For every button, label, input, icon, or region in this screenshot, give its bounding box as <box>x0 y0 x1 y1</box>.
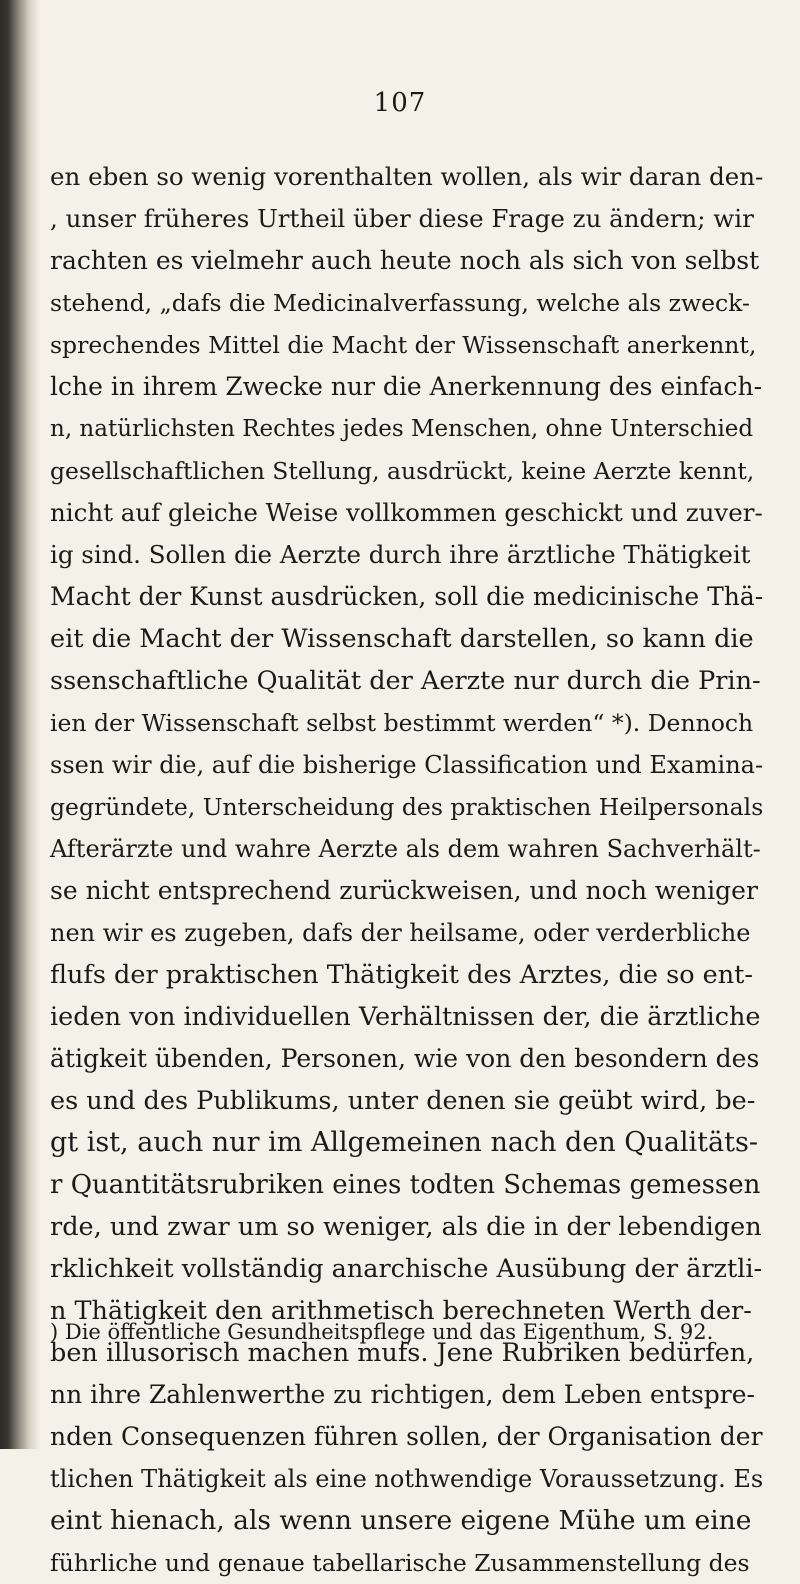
text-line: ien der Wissenschaft selbst bestimmt werden“ *). Dennoch <box>50 709 754 737</box>
text-line: nicht auf gleiche Weise vollkommen geschickt und zuver- <box>50 498 763 527</box>
text-line: n Thätigkeit den arithmetisch berechneten Werth der- <box>50 1296 752 1326</box>
text-line: führliche und genaue tabellarische Zusammenstellung des <box>50 1549 750 1577</box>
text-line: eit die Macht der Wissenschaft darstellen, so kann die <box>50 624 754 654</box>
text-line: lche in ihrem Zwecke nur die Anerkennung des einfach- <box>50 372 763 401</box>
text-line: Macht der Kunst ausdrücken, soll die medicinische Thä- <box>50 582 764 611</box>
text-line: gegründete, Unterscheidung des praktischen Heilpersonals <box>50 793 764 821</box>
text-line: eint hienach, als wenn unsere eigene Mühe um eine <box>50 1505 752 1536</box>
text-line: en eben so wenig vorenthalten wollen, als wir daran den- <box>50 162 764 191</box>
text-line: Afterärzte und wahre Aerzte als dem wahren Sachverhält- <box>50 835 761 863</box>
body-text <box>50 156 764 1584</box>
text-line: se nicht entsprechend zurückweisen, und noch weniger <box>50 876 758 905</box>
text-line: flufs der praktischen Thätigkeit des Arztes, die so ent- <box>50 960 754 990</box>
binding-shadow <box>0 0 40 1449</box>
text-line: sprechendes Mittel die Macht der Wissenschaft anerkennt, <box>50 331 757 359</box>
text-line: gesellschaftlichen Stellung, ausdrückt, keine Aerzte kennt, <box>50 457 755 485</box>
text-line: , unser früheres Urtheil über diese Frage zu ändern; wir <box>50 204 754 233</box>
page-number: 107 <box>373 88 427 118</box>
text-line: r Quantitätsrubriken eines todten Schemas gemessen <box>50 1170 761 1200</box>
text-line: nden Consequenzen führen sollen, der Organisation der <box>50 1422 763 1451</box>
text-line: stehend, „dafs die Medicinalverfassung, welche als zweck- <box>50 289 750 317</box>
text-line: ssenschaftliche Qualität der Aerzte nur durch die Prin- <box>50 666 761 696</box>
text-line: ben illusorisch machen mufs. Jene Rubriken bedürfen, <box>50 1338 755 1368</box>
text-line: rde, und zwar um so weniger, als die in der lebendigen <box>50 1212 762 1242</box>
text-line: rklichkeit vollständig anarchische Ausübung der ärztli- <box>50 1254 763 1284</box>
text-line: rachten es vielmehr auch heute noch als sich von selbst <box>50 246 760 275</box>
text-line: ssen wir die, auf die bisherige Classification und Examina- <box>50 751 764 779</box>
text-line: n, natürlichsten Rechtes jedes Menschen, ohne Unterschied <box>50 416 754 442</box>
text-line: es und des Publikums, unter denen sie geübt wird, be- <box>50 1086 756 1116</box>
text-line: ieden von individuellen Verhältnissen der, die ärztliche <box>50 1002 761 1032</box>
text-line: ig sind. Sollen die Aerzte durch ihre ärztliche Thätigkeit <box>50 540 751 569</box>
text-line: tlichen Thätigkeit als eine nothwendige Voraussetzung. Es <box>50 1465 764 1493</box>
footnote: ) Die öffentliche Gesundheitspflege und das Eigenthum, S. 92. <box>50 1320 714 1344</box>
text-line: ätigkeit übenden, Personen, wie von den besondern des <box>50 1044 760 1073</box>
text-line: nen wir es zugeben, dafs der heilsame, oder verderbliche <box>50 919 751 947</box>
text-line: nn ihre Zahlenwerthe zu richtigen, dem Leben entspre- <box>50 1380 756 1409</box>
text-line: gt ist, auch nur im Allgemeinen nach den Qualitäts- <box>50 1127 758 1158</box>
